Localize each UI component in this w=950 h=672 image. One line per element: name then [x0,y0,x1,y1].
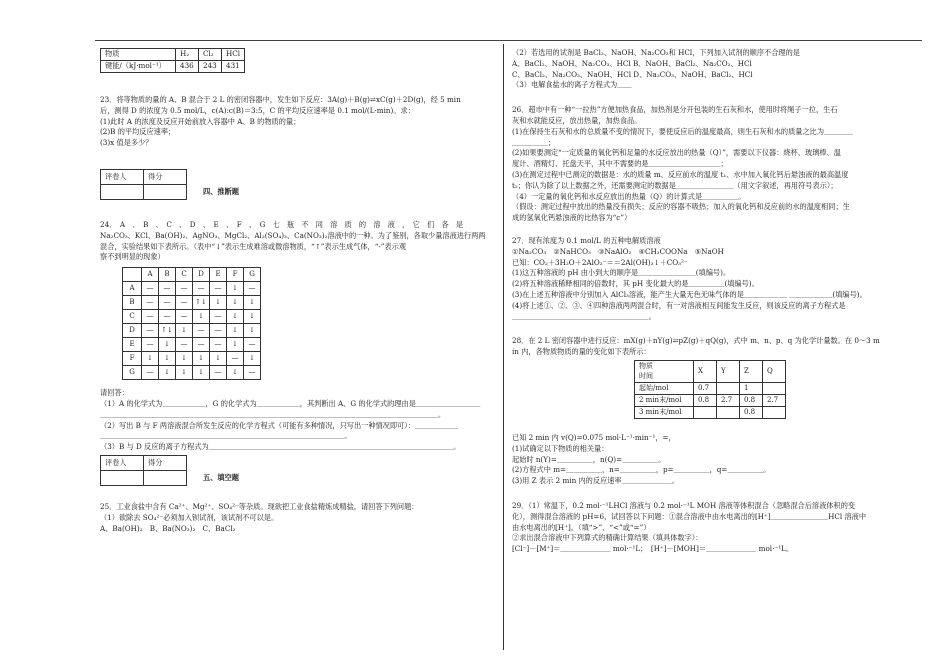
score-box-section4 [100,169,496,200]
score-cell [144,184,187,199]
q25b-line: C、BaCl₂、Na₂CO₃、NaOH、HCl D、Na₂CO₃、NaOH、BaCl₂、HCl [512,69,753,79]
grid-cell: ↓ [176,352,193,366]
score-table [100,455,187,486]
q25b-line: （2）若选用的试剂是 BaCl₂、NaOH、Na₂CO₃和 HCl，下列加入试剂的顺序不合理的是 [512,48,800,57]
rtab-cell: 0.7 [694,382,717,394]
grid-cell: — [159,282,176,296]
grid-row [123,324,261,338]
rtab-header-cell: Z [740,360,763,382]
q26-line: 成的氢氧化钙悬浊液的比热容为“c”） [512,213,632,223]
q26-line: (3)在测定过程中已测定的数据是：水的质量 m、反应前水的温度 t₁、水中加入氧化钙后悬浊液的最高温度 [512,169,849,179]
rtab-cell [717,382,740,394]
column-divider [503,44,504,650]
q26-line: （假设：测定过程中放出的热量没有损失；反应的容器不吸热；加入的氧化钙和反应前的水的温度相同；生 [512,202,850,212]
q26-line: 度计、酒精灯、托盘天平，其中不需要的是＿＿＿＿＿＿＿＿＿＿； [512,159,728,169]
grid-cell: ↓ [159,352,176,366]
grid-row [123,282,261,296]
bond-table-header: 物质 [101,49,176,61]
grid-cell: ↓ [244,296,261,310]
rtab-cell [694,406,717,418]
q27-line: 27．现有浓度为 0.1 mol/L 的五种电解质溶液 [512,235,661,245]
score-header-grader: 评卷人 [101,169,144,184]
grid-row-label: C [123,310,142,324]
grid-cell: ↓ [227,324,244,338]
q26-line: 灰和水就能反应，放出热量，加热食品。 [512,115,642,125]
grid-cell: ↓ [244,310,261,324]
grid-cell: — [176,310,193,324]
grid-cell: — [159,296,176,310]
grid-cell: — [227,352,244,366]
rtab-cell: 1 [740,382,763,394]
grid-cell: — [193,324,210,338]
question-25-continued [512,48,910,91]
grid-header-cell: E [210,268,227,282]
q27-line: (2)将五种溶液稀释相同的倍数时，其 pH 变化最大的是＿＿＿＿＿(填编号)。 [512,279,759,289]
q25b-line: A、BaCl₂、NaOH、Na₂CO₃、HCl B、NaOH、BaCl₂、Na₂CO₃、HCl [512,58,752,68]
grid-cell: ↓ [227,338,244,352]
question-23 [100,95,496,149]
bond-table-header: HCl [222,49,245,61]
amount-change-table [634,360,786,419]
grid-cell: ↑↓ [159,324,176,338]
q29-line: 由水电离出的[H⁺]。（填“>”、“<”或“=”） [512,522,651,532]
q28-line: 28．在 2 L 密闭容器中进行反应：mX(g)＋nY(g)⇌pZ(g)＋qQ(g)，式中 m、n、p、q 为化学计量数。在 0～3 m [512,336,880,346]
grid-cell: ↓ [159,366,176,380]
q24-answer-line: 请回答： [100,388,129,398]
q23-line: (1)此时 A 的浓度及反应开始前放入容器中 A、B 的物质的量； [100,116,301,126]
grid-cell: ↓ [227,296,244,310]
q26-line: 26．超市中有一种“一拉热”方便加热食品，加热剂是分开包装的生石灰和水，使用时将绳子一拉，生石 [512,105,838,115]
q26-line: (2)如果要测定“一定质量的氧化钙和足量的水反应放出的热量（Q）”，需要以下仪器：烧杯、玻璃棒、温 [512,148,841,158]
q23-line: 23．将等物质的量的 A、B 混合于 2 L 的密闭容器中，发生如下反应：3A(g)＋B(g)⇌xC(g)＋2D(g)，经 5 min [100,95,461,104]
bond-table-header: H₂ [176,49,199,61]
grid-cell: — [142,338,159,352]
q29-line: 29．（1）常温下，0.2 mol·⁻¹LHCl 溶液与 0.2 mol·⁻¹L MOH 溶液等体积混合（忽略混合后溶液体积的变 [512,500,856,510]
rtab-cell: 0.8 [740,406,763,418]
q27-line: (3)在上述五种溶液中分别加入 AlCl₃溶液，能产生大量无色无味气体的是＿＿＿＿＿＿ ＿＿＿＿＿＿(填编号)。 [512,289,867,299]
grid-header-cell: A [142,268,159,282]
section-title-fill-blank: 五、填空题 [203,473,239,483]
score-header-score: 得分 [144,169,187,184]
grid-header-cell: B [159,268,176,282]
grid-cell: ↓ [244,352,261,366]
q24-answer-line: （1）A 的化学式为＿＿＿＿＿＿，G 的化学式为＿＿＿＿＿＿，其判断出 A、G 的化学式的理由是＿＿＿＿＿＿＿＿＿ [100,398,481,408]
q27-line: ①Na₂CO₃ ②NaHCO₃ ③NaAlO₂ ④CH₃COONa ⑤NaOH [512,246,724,256]
grid-row-label: F [123,352,142,366]
grid-cell: ↓ [227,366,244,380]
q28b-line: (2)方程式中 m=＿＿＿＿＿，n=＿＿＿＿＿，p=＿＿＿＿＿，q=＿＿＿＿＿。 [512,465,771,475]
rtab-row [635,406,786,418]
grid-cell: ↓ [193,352,210,366]
grid-cell: — [193,282,210,296]
grid-cell: — [210,310,227,324]
q25-line: 25．工业食盐中含有 Ca²⁺、Mg²⁺、SO₄²⁻等杂质。现欲把工业食盐精炼成精盐，请回答下列问题： [100,501,419,511]
bond-table-row-label: 键能/（kJ·mol⁻¹） [101,61,176,73]
grid-row-label: D [123,324,142,338]
rtab-row-label: 起始/mol [635,382,694,394]
page-top-rule [95,40,922,41]
score-header-score: 得分 [144,455,187,470]
grid-cell: ↓ [142,352,159,366]
rtab-corner-cell: 物质 时间 [635,360,694,382]
q27-line: ＿＿＿＿＿＿＿＿＿＿＿＿＿＿＿＿＿＿＿。 [512,311,656,321]
grid-row-label: G [123,366,142,380]
q26-line: （4）一定量的氧化钙和水反应放出的热量（Q）的计算式是＿＿＿＿＿。 [512,191,746,201]
grid-row [123,338,261,352]
bond-energy-table [100,48,245,73]
rtab-row [635,394,786,406]
q23-line: (2)B 的平均反应速率； [100,127,176,137]
q24-line: 24． A 、 B 、 C 、 D 、 E 、 F 、 G 七 瓶 不 同 溶 质 的 溶 液 ， 它 们 各 是 [100,219,464,229]
grid-cell: — [176,338,193,352]
q26-line: t₂；你认为除了以上数据之外，还需要测定的数据是＿＿＿＿＿＿＿＿（用文字叙述，再用符号表示）； [512,180,838,190]
grid-row [123,352,261,366]
grid-cell: — [176,296,193,310]
score-box-section5 [100,455,496,486]
grid-cell: ↓ [210,296,227,310]
question-28 [512,336,910,358]
grid-header-cell: G [244,268,261,282]
score-header-grader: 评卷人 [101,455,144,470]
q28-line: in 内，各物质物质的量的变化如下表所示： [512,347,651,357]
grid-header-cell: F [227,268,244,282]
rtab-cell [717,406,740,418]
grid-cell: ↓ [193,310,210,324]
grid-row [123,366,261,380]
grid-cell: ↓ [176,366,193,380]
question-26 [512,105,910,224]
rtab-cell [763,406,786,418]
rtab-row-label: 2 min末/mol [635,394,694,406]
section-title-inference: 四、推断题 [203,187,239,197]
rtab-row [635,382,786,394]
grid-row-label: E [123,338,142,352]
score-cell [101,470,144,485]
grid-cell: — [210,338,227,352]
bond-table-cell: 243 [199,61,222,73]
q24-answer-line: ＿＿＿＿＿＿＿＿＿＿＿＿＿＿＿＿＿＿＿＿＿＿＿＿＿＿＿＿＿＿＿＿＿＿＿＿＿＿＿＿＿＿＿＿＿＿＿。 [100,409,446,419]
grid-cell: ↓ [210,352,227,366]
rtab-cell: 0.8 [694,394,717,406]
grid-cell: ↓ [244,324,261,338]
grid-cell: — [142,324,159,338]
grid-cell: — [159,310,176,324]
q26-line: ＿＿＿＿＿； [512,137,556,147]
rtab-header-cell: Y [717,360,740,382]
q25b-line: （3）电解食盐水的离子方程式为＿＿ [512,80,632,90]
question-29 [512,501,910,555]
grid-header-cell: D [193,268,210,282]
rtab-cell [763,382,786,394]
bond-table-cell: 431 [222,61,245,73]
grid-header-cell [123,268,142,282]
q24-answer-line: （2）写出 B 与 F 两溶液混合所发生反应的化学方程式（可能有多种情况，只写出一种情况即可）：＿＿＿＿＿＿ [100,420,459,430]
q28b-line: 起始时 n(Y)=＿＿＿＿＿，n(Q)=＿＿＿＿＿。 [512,454,666,464]
q28b-line: (3)用 Z 表示 2 min 内的反应速率＿＿＿＿＿＿＿。 [512,476,680,486]
rtab-header-cell: Q [763,360,786,382]
q26-line: (1)在保持生石灰和水的总质量不变的情况下，要使反应后的温度最高，则生石灰和水的质量之比为＿＿＿＿ [512,126,853,136]
grid-cell: — [142,366,159,380]
right-column [512,48,910,555]
grid-cell: ↓ [227,310,244,324]
score-cell [144,470,187,485]
rtab-header-cell: X [694,360,717,382]
grid-cell: ↑↓ [193,296,210,310]
q25-line: A、Ba(OH)₂ B、Ba(NO₃)₂ C、BaCl₂ [100,523,236,533]
question-27 [512,236,910,322]
grid-row-label: A [123,282,142,296]
grid-cell: — [176,282,193,296]
grid-cell: ↓ [193,366,210,380]
q27-line: (1)这五种溶液的 pH 由小到大的顺序是＿＿＿＿＿＿＿＿(填编号)。 [512,268,731,278]
question-24 [100,220,496,263]
grid-cell: — [210,282,227,296]
grid-cell: — [244,282,261,296]
grid-cell: — [193,338,210,352]
q24-line: Na₂CO₃、KCl、Ba(OH)₂、AgNO₃、MgCl₂、Al₂(SO₄)₃、Ca(NO₃)₂溶液中的一种。为了鉴别，各取少量溶液进行两两 [100,230,486,240]
q29-line: [Cl⁻]－[M⁺]＝＿＿＿＿＿＿＿ mol·⁻¹L； [H⁺]－[MOH]＝＿＿＿＿＿＿＿ mol·⁻¹L。 [512,544,794,554]
score-cell [101,184,144,199]
q23-line: (3)x 值是多少？ [100,138,153,148]
left-column [100,48,496,534]
grid-row [123,296,261,310]
rtab-cell: 2.7 [763,394,786,406]
q24-line: 察不到明显的现象） [100,252,165,262]
q29-line: ②求出混合溶液中下列算式的精确计算结果（填具体数字）： [512,533,703,543]
grid-cell: — [244,366,261,380]
question-28-subparts [512,433,910,487]
q25-line: （1）欲除去 SO₄²⁻必须加入钡试剂，该试剂不可以是。 [100,512,279,522]
q24-answer-line: （3）B 与 D 反应的离子方程式为＿＿＿＿＿＿＿＿＿＿＿＿＿＿＿＿＿＿＿＿＿＿＿＿＿＿＿＿＿＿＿＿＿＿。 [100,442,461,452]
q28b-line: (1)试确定以下物质的相关量： [512,443,609,453]
grid-cell: — [244,338,261,352]
q24-answer-line: ＿＿＿＿＿＿＿＿＿＿＿＿＿＿＿＿＿＿＿＿＿＿＿＿＿＿＿＿＿＿＿＿＿＿。 [100,431,352,441]
grid-cell: — [142,296,159,310]
question-24-answers [100,388,496,453]
grid-row-label: B [123,296,142,310]
grid-header-cell: C [176,268,193,282]
rtab-row-label: 3 min末/mol [635,406,694,418]
grid-cell: — [210,366,227,380]
grid-row [123,310,261,324]
grid-cell: — [142,282,159,296]
rtab-cell: 0.8 [740,394,763,406]
grid-cell: — [142,310,159,324]
bond-table-header: Cl₂ [199,49,222,61]
rtab-cell: 2.7 [717,394,740,406]
grid-cell: ↓ [159,338,176,352]
bond-table-cell: 436 [176,61,199,73]
score-table [100,169,187,200]
q27-line: 已知：CO₂＋3H₂O＋2AlO₂⁻＝＝2Al(OH)₃↓＋CO₃²⁻ [512,257,688,267]
reaction-grid-table [122,267,261,380]
question-25 [100,502,496,534]
grid-cell: ↓ [176,324,193,338]
q27-line: (4)将上述①、②、③、④四种溶液两两混合时，有一对溶液相互间能发生反应，则该反应的离子方程式是 [512,300,846,310]
grid-cell: ↓ [227,282,244,296]
q29-line: 化），测得混合溶液的 pH=6，试回答以下问题：①混合溶液中由水电离出的[H⁺]＿＿＿＿＿＿＿＿HCl 溶液中 [512,511,867,521]
q23-line: 后，测得 D 的浓度为 0.5 mol/L，c(A):c(B)＝3:5，C 的平均反应速率是 0.1 mol/(L·min)。求： [100,105,415,115]
grid-cell: — [210,324,227,338]
q28b-line: 已知 2 min 内 v(Q)=0.075 mol·L⁻¹·min⁻¹，=， [512,432,676,442]
q24-line: 混合，实验结果如下表所示。（表中“↓”表示生成难溶或微溶物质，“↑”表示生成气体，“-”表示观 [100,241,407,251]
